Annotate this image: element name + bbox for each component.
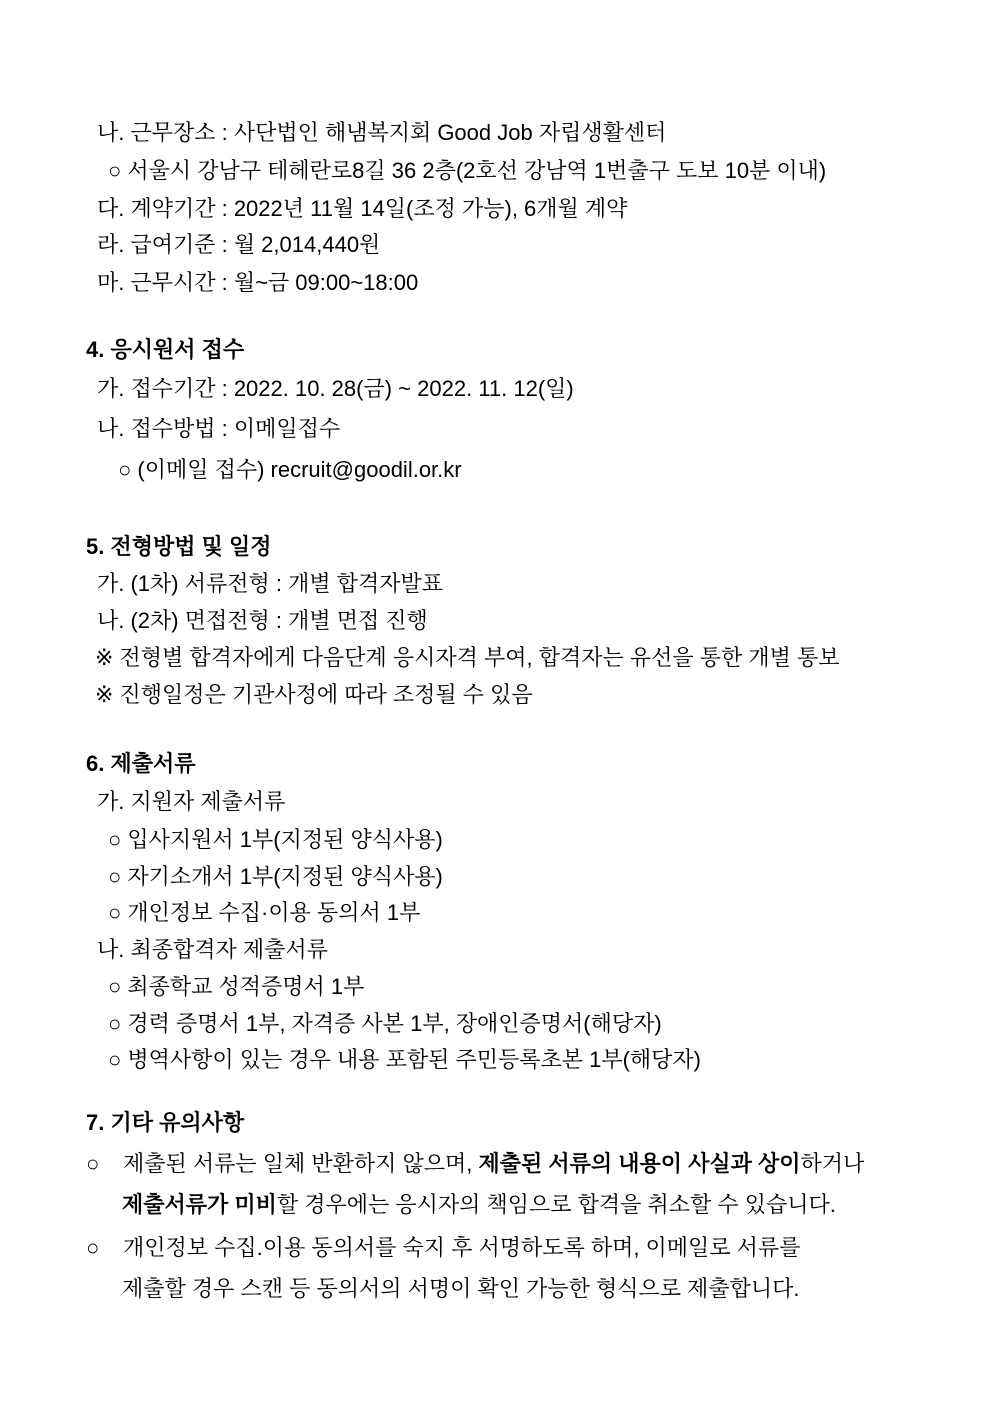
section-7-title: 7. 기타 유의사항 [86,1110,245,1135]
final-docs-heading: 나. 최종합격자 제출서류 [97,937,328,962]
work-hours: 마. 근무시간 : 월~금 09:00~18:00 [97,270,419,295]
notice-1-line-1: 제출된 서류는 일체 반환하지 않으며, 제출된 서류의 내용이 사실과 상이하거나 [123,1151,865,1176]
doc-item: ○ 자기소개서 1부(지정된 양식사용) [108,864,443,889]
application-email: ○ (이메일 접수) recruit@goodil.or.kr [118,457,462,482]
screening-step-2: 나. (2차) 면접전형 : 개별 면접 진행 [97,608,428,633]
application-method: 나. 접수방법 : 이메일접수 [97,416,341,441]
section-6-title: 6. 제출서류 [86,751,196,776]
application-period: 가. 접수기간 : 2022. 10. 28(금) ~ 2022. 11. 12(일) [97,376,574,401]
screening-note-2: ※ 진행일정은 기관사정에 따라 조정될 수 있음 [95,682,533,707]
section-5-title: 5. 전형방법 및 일정 [86,534,272,559]
screening-step-1: 가. (1차) 서류전형 : 개별 합격자발표 [97,571,443,596]
doc-item: ○ 입사지원서 1부(지정된 양식사용) [108,827,443,852]
contract-term: 다. 계약기간 : 2022년 11월 14일(조정 가능), 6개월 계약 [97,196,628,221]
work-address: ○ 서울시 강남구 테헤란로8길 36 2층(2호선 강남역 1번출구 도보 10분 이내) [108,158,827,183]
doc-item: ○ 병역사항이 있는 경우 내용 포함된 주민등록초본 1부(해당자) [108,1047,702,1072]
bullet-icon: ○ [86,1151,100,1176]
notice-1-line-2: 제출서류가 미비할 경우에는 응시자의 책임으로 합격을 취소할 수 있습니다. [122,1192,836,1217]
notice-2-line-2: 제출할 경우 스캔 등 동의서의 서명이 확인 가능한 형식으로 제출합니다. [122,1276,800,1301]
section-4-title: 4. 응시원서 접수 [86,337,245,362]
doc-item: ○ 최종학교 성적증명서 1부 [108,974,365,999]
work-place: 나. 근무장소 : 사단법인 해냄복지회 Good Job 자립생활센터 [97,120,667,145]
screening-note-1: ※ 전형별 합격자에게 다음단계 응시자격 부여, 합격자는 유선을 통한 개별 통보 [95,645,840,670]
salary: 라. 급여기준 : 월 2,014,440원 [97,232,381,257]
doc-item: ○ 개인정보 수집·이용 동의서 1부 [108,900,421,925]
bullet-icon: ○ [86,1235,100,1260]
notice-2-line-1: 개인정보 수집.이용 동의서를 숙지 후 서명하도록 하며, 이메일로 서류를 [123,1235,801,1260]
doc-item: ○ 경력 증명서 1부, 자격증 사본 1부, 장애인증명서(해당자) [108,1011,662,1036]
applicant-docs-heading: 가. 지원자 제출서류 [97,789,286,814]
